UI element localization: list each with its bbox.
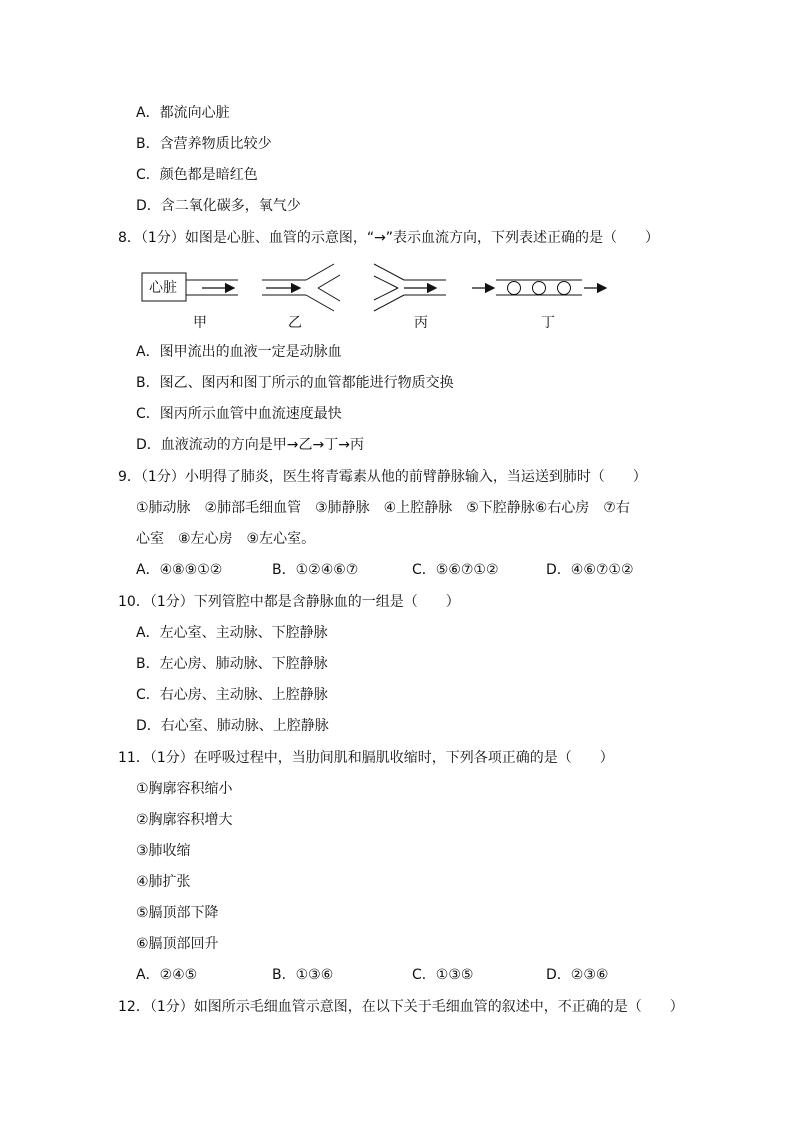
heart-box-label: 心脏 xyxy=(149,280,177,296)
q7-option-d: D．含二氧化碳多，氧气少 xyxy=(136,198,301,214)
q11-item-5: ⑤膈顶部下降 xyxy=(136,905,219,921)
q9-stem: 9．（1分）小明得了肺炎，医生将青霉素从他的前臂静脉输入，当运送到肺时（ ） xyxy=(118,469,647,485)
q8-option-b: B．图乙、图丙和图丁所示的血管都能进行物质交换 xyxy=(136,375,454,391)
q11-option-d: D．②③⑥ xyxy=(546,967,609,983)
q9-option-c: C．⑤⑥⑦①② xyxy=(412,562,499,578)
q9-option-b: B．①②④⑥⑦ xyxy=(272,562,359,578)
q9-items-line1: ①肺动脉 ②肺部毛细血管 ③肺静脉 ④上腔静脉 ⑤下腔静脉⑥右心房 ⑦右 xyxy=(136,500,630,516)
q10-stem: 10．（1分）下列管腔中都是含静脉血的一组是（ ） xyxy=(118,594,460,610)
q8-option-a: A．图甲流出的血液一定是动脉血 xyxy=(136,344,342,360)
blood-cell xyxy=(533,282,546,295)
q10-option-b: B．左心房、肺动脉、下腔静脉 xyxy=(136,656,328,672)
q7-option-a: A．都流向心脏 xyxy=(136,105,230,121)
q11-option-c: C．①③⑤ xyxy=(412,967,474,983)
q10-option-d: D．右心室、肺动脉、上腔静脉 xyxy=(136,718,329,734)
q7-option-c: C．颜色都是暗红色 xyxy=(136,167,258,183)
q11-item-3: ③肺收缩 xyxy=(136,843,191,859)
q10-option-c: C．右心房、主动脉、上腔静脉 xyxy=(136,687,328,703)
q11-item-4: ④肺扩张 xyxy=(136,874,191,890)
figure-label-jia: 甲 xyxy=(193,315,207,331)
q8-figure xyxy=(0,0,794,340)
q11-item-2: ②胸廓容积增大 xyxy=(136,812,233,828)
figure-label-yi: 乙 xyxy=(288,315,302,331)
heart-box xyxy=(142,273,186,301)
q8-option-c: C．图丙所示血管中血流速度最快 xyxy=(136,406,342,422)
q8-stem: 8．（1分）如图是心脏、血管的示意图，“→”表示血流方向，下列表述正确的是（ ） xyxy=(118,230,660,246)
q11-option-a: A．②④⑤ xyxy=(136,967,198,983)
figure-label-ding: 丁 xyxy=(541,315,555,331)
q8-option-d: D．血液流动的方向是甲→乙→丁→丙 xyxy=(136,437,364,453)
figure-label-bing: 丙 xyxy=(414,315,428,331)
q11-item-6: ⑥膈顶部回升 xyxy=(136,936,219,952)
q9-items-line2: 心室 ⑧左心房 ⑨左心室。 xyxy=(136,531,316,547)
q9-option-a: A．④⑧⑨①② xyxy=(136,562,223,578)
q11-stem: 11．（1分）在呼吸过程中，当肋间肌和膈肌收缩时，下列各项正确的是（ ） xyxy=(118,750,614,766)
blood-cell xyxy=(558,282,571,295)
blood-cell xyxy=(508,282,521,295)
q10-option-a: A．左心室、主动脉、下腔静脉 xyxy=(136,625,328,641)
q11-option-b: B．①③⑥ xyxy=(272,967,334,983)
q9-option-d: D．④⑥⑦①② xyxy=(546,562,634,578)
q7-option-b: B．含营养物质比较少 xyxy=(136,136,272,152)
q11-item-1: ①胸廓容积缩小 xyxy=(136,781,233,797)
q12-stem: 12．（1分）如图所示毛细血管示意图，在以下关于毛细血管的叙述中，不正确的是（ ） xyxy=(118,999,684,1015)
blood-vessel-diagram xyxy=(0,0,794,340)
